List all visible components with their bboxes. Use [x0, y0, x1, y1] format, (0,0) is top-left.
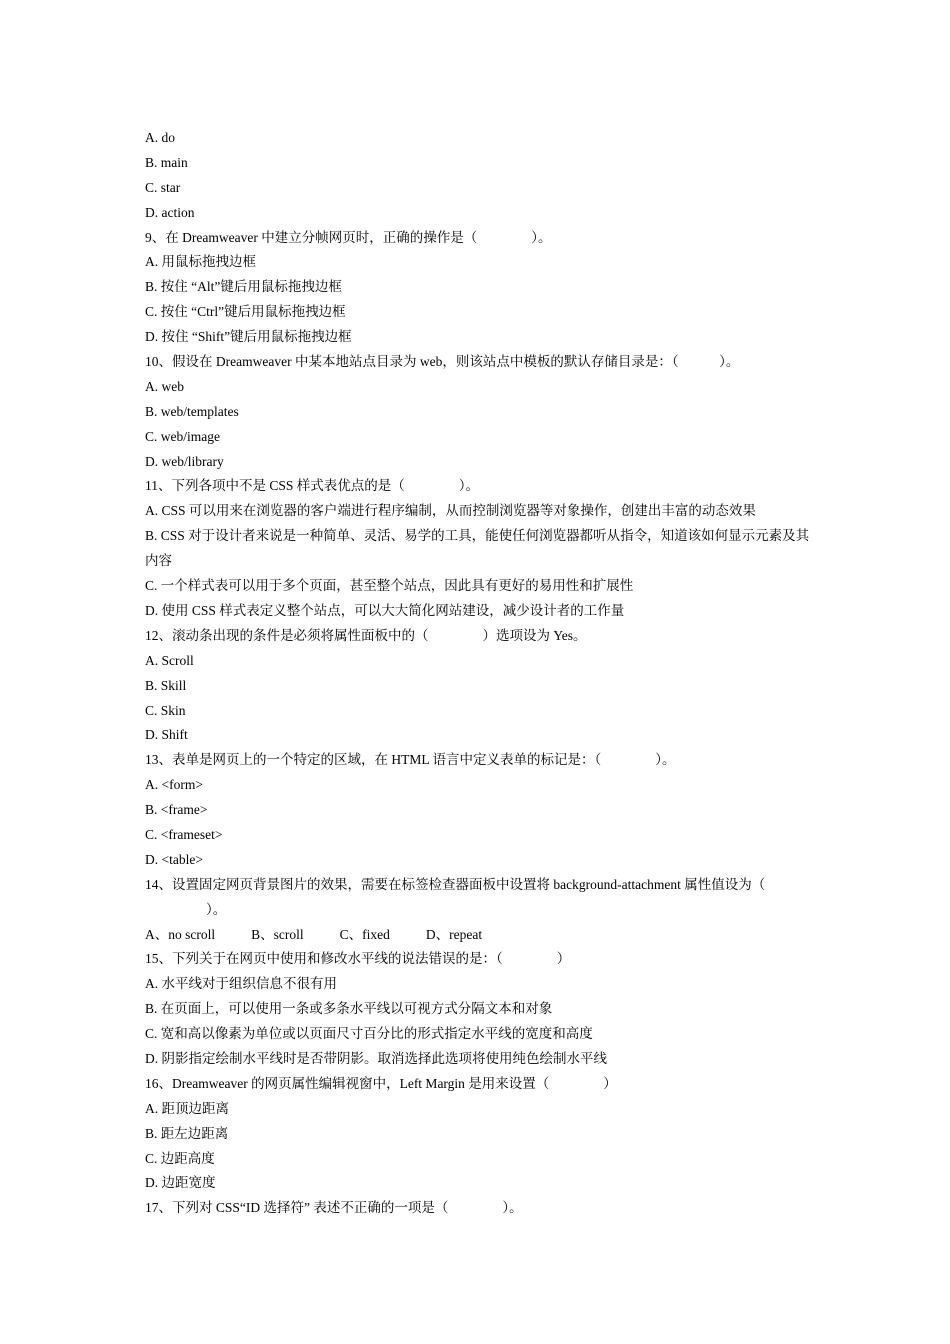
option-line: A. 距顶边距离 [145, 1100, 229, 1116]
option-line: B. Skill [145, 677, 187, 693]
option-line: B. web/templates [145, 403, 239, 419]
option-line: D. <table> [145, 851, 203, 867]
option-line: D. web/library [145, 453, 224, 469]
question-12: 12、滚动条出现的条件是必须将属性面板中的（ ）选项设为 Yes。 [145, 627, 587, 643]
question-10: 10、假设在 Dreamweaver 中某本地站点目录为 web，则该站点中模板的默认存储目录是：（ ）。 [145, 354, 740, 370]
option-line: A. <form> [145, 777, 203, 793]
option-line: A. web [145, 378, 184, 394]
option-line: D. 使用 CSS 样式表定义整个站点，可以大大简化网站建设，减少设计者的工作量 [145, 602, 625, 618]
option-line: D. 阴影指定绘制水平线时是否带阴影。取消选择此选项将使用纯色绘制水平线 [145, 1050, 607, 1066]
option-line: B. <frame> [145, 802, 208, 818]
option-line: B. 按住 “Alt”键后用鼠标拖拽边框 [145, 279, 342, 295]
option-line: C. 一个样式表可以用于多个页面，甚至整个站点，因此具有更好的易用性和扩展性 [145, 578, 634, 594]
option-line: D. 边距宽度 [145, 1175, 216, 1191]
option-line: D. action [145, 204, 195, 220]
option-line: A. Scroll [145, 652, 194, 668]
option-line: A. 水平线对于组织信息不很有用 [145, 976, 337, 992]
option-line: D. 按住 “Shift”键后用鼠标拖拽边框 [145, 329, 352, 345]
option-line: C. <frameset> [145, 826, 223, 842]
option-a: A、no scroll [145, 926, 216, 942]
option-line: C. 边距高度 [145, 1150, 215, 1166]
option-line: B. 距左边距离 [145, 1125, 229, 1141]
option-line: C. Skin [145, 702, 186, 718]
option-line: B. 在页面上，可以使用一条或多条水平线以可视方式分隔文本和对象 [145, 1001, 553, 1017]
option-line: D. Shift [145, 727, 188, 743]
question-14-continuation: ）。 [179, 901, 227, 917]
option-b: B、scroll [251, 926, 304, 942]
question-11: 11、下列各项中不是 CSS 样式表优点的是（ ）。 [145, 478, 480, 494]
question-13: 13、表单是网页上的一个特定的区域，在 HTML 语言中定义表单的标记是：（ ）。 [145, 752, 676, 768]
option-line: A. CSS 可以用来在浏览器的客户端进行程序编制，从而控制浏览器等对象操作，创建出丰富的动态效果 [145, 503, 756, 519]
option-line: B. main [145, 154, 188, 170]
question-14-options [145, 923, 810, 948]
option-line: B. CSS 对于设计者来说是一种简单、灵活、易学的工具，能使任何浏览器都听从指令，知道该如何显示元素及其内容 [145, 528, 810, 569]
question-14: 14、设置固定网页背景图片的效果，需要在标签检查器面板中设置将 background-attachment 属性值设为（ [145, 876, 766, 892]
option-line: C. 宽和高以像素为单位或以页面尺寸百分比的形式指定水平线的宽度和高度 [145, 1026, 593, 1042]
option-line: C. web/image [145, 428, 220, 444]
option-c: C、fixed [339, 926, 390, 942]
document-page [145, 126, 810, 1221]
option-line: A. do [145, 130, 175, 145]
question-16: 16、Dreamweaver 的网页属性编辑视窗中，Left Margin 是用来设置（ ） [145, 1075, 617, 1091]
question-17: 17、下列对 CSS“ID 选择符” 表述不正确的一项是（ ）。 [145, 1200, 523, 1216]
option-line: C. 按住 “Ctrl”键后用鼠标拖拽边框 [145, 304, 346, 320]
question-9: 9、在 Dreamweaver 中建立分帧网页时，正确的操作是（ ）。 [145, 229, 552, 245]
option-d: D、repeat [425, 926, 483, 942]
option-line: A. 用鼠标拖拽边框 [145, 254, 256, 270]
option-line: C. star [145, 179, 181, 195]
question-15: 15、下列关于在网页中使用和修改水平线的说法错误的是：（ ） [145, 951, 571, 967]
